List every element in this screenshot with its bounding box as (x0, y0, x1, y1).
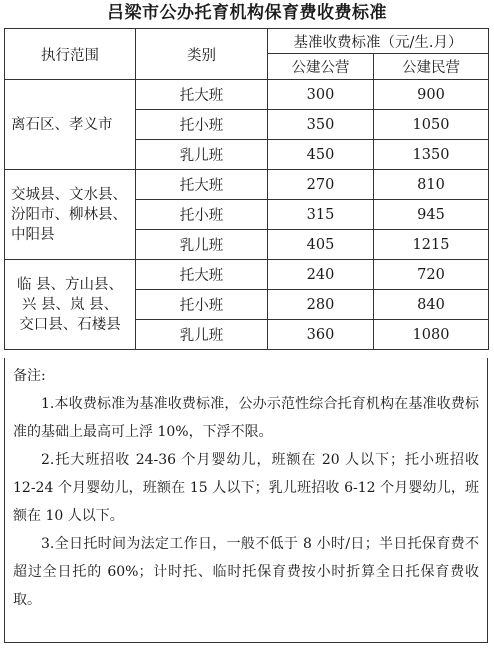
public-fee-cell: 350 (268, 110, 374, 140)
category-cell: 乳儿班 (136, 230, 268, 260)
category-cell: 托小班 (136, 110, 268, 140)
category-cell: 乳儿班 (136, 140, 268, 170)
region-cell (5, 170, 136, 260)
fee-table (4, 28, 489, 350)
notes-box (4, 358, 488, 643)
category-cell: 托大班 (136, 80, 268, 110)
note-item: 3.全日托时间为法定工作日，一般不低于 8 小时/日；半日托保育费不超过全日托的 60%；计时托、临时托保育费按小时折算全日托保育费收取。 (13, 536, 479, 608)
note-item: 2.托大班招收 24-36 个月婴幼儿，班额在 20 人以下；托小班招收 12-24 个月婴幼儿，班额在 15 人以下；乳儿班招收 6-12 个月婴幼儿，班额在 10 人以下。 (13, 452, 479, 524)
region-line: 交口县、石楼县 (19, 316, 121, 333)
category-cell: 乳儿班 (136, 320, 268, 350)
private-fee-cell: 945 (374, 200, 489, 230)
notes-label: 备注: (13, 368, 46, 384)
public-fee-cell: 270 (268, 170, 374, 200)
header-public-run: 公建公营 (268, 54, 374, 80)
header-private-run: 公建民营 (374, 54, 489, 80)
category-cell: 托大班 (136, 260, 268, 290)
table-row (5, 170, 489, 200)
header-region: 执行范围 (5, 29, 136, 80)
region-line: 临 县、方山县、 (16, 276, 124, 293)
private-fee-cell: 1215 (374, 230, 489, 260)
public-fee-cell: 280 (268, 290, 374, 320)
region-line: 兴 县、岚 县、 (21, 296, 119, 313)
category-cell: 托小班 (136, 200, 268, 230)
region-line: 汾阳市、柳林县、 (11, 206, 127, 223)
public-fee-cell: 315 (268, 200, 374, 230)
private-fee-cell: 810 (374, 170, 489, 200)
region-line: 离石区、孝义市 (11, 116, 113, 133)
private-fee-cell: 1050 (374, 110, 489, 140)
public-fee-cell: 240 (268, 260, 374, 290)
private-fee-cell: 1350 (374, 140, 489, 170)
private-fee-cell: 720 (374, 260, 489, 290)
private-fee-cell: 840 (374, 290, 489, 320)
region-line: 中阳县 (11, 226, 55, 243)
page-title: 吕梁市公办托育机构保育费收费标准 (107, 3, 387, 23)
category-cell: 托小班 (136, 290, 268, 320)
public-fee-cell: 405 (268, 230, 374, 260)
public-fee-cell: 360 (268, 320, 374, 350)
header-category: 类别 (136, 29, 268, 80)
region-cell (5, 80, 136, 170)
public-fee-cell: 300 (268, 80, 374, 110)
header-standard: 基准收费标准（元/生.月） (268, 29, 489, 54)
region-cell (5, 260, 136, 350)
note-item: 1.本收费标准为基准收费标准，公办示范性综合托育机构在基准收费标准的基础上最高可上浮 10%，下浮不限。 (13, 396, 479, 440)
table-row (5, 80, 489, 110)
region-line: 交城县、文水县、 (11, 186, 127, 203)
private-fee-cell: 900 (374, 80, 489, 110)
table-row (5, 260, 489, 290)
category-cell: 托大班 (136, 170, 268, 200)
private-fee-cell: 1080 (374, 320, 489, 350)
public-fee-cell: 450 (268, 140, 374, 170)
